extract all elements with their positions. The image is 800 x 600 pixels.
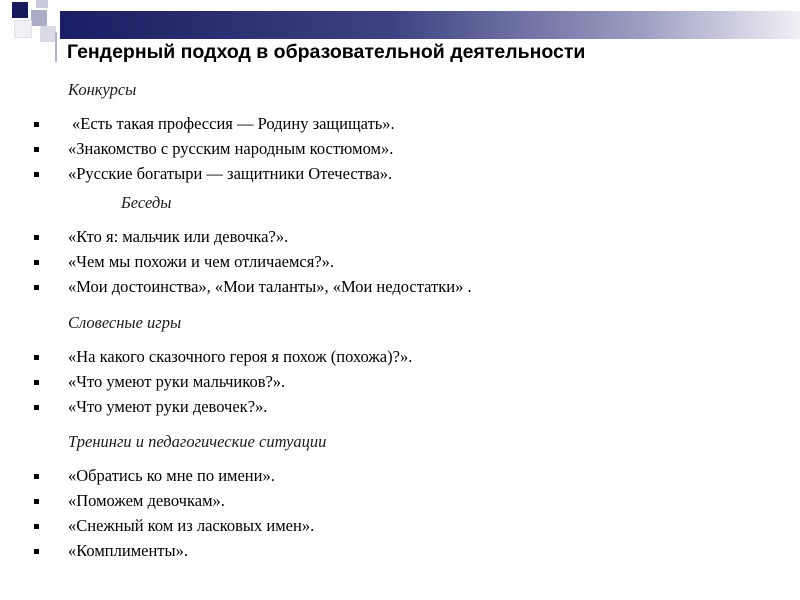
decor-square-dark <box>12 2 28 18</box>
bullet-icon <box>34 499 39 504</box>
section-heading-contests: Конкурсы <box>68 80 137 99</box>
list-item-text: «Что умеют руки мальчиков?». <box>68 372 286 391</box>
section-heading-word-games: Словесные игры <box>68 313 182 332</box>
list-item <box>0 372 800 394</box>
bullet-icon <box>34 260 39 265</box>
header-gradient-bar <box>60 11 800 39</box>
list-item <box>0 139 800 161</box>
bullet-icon <box>34 549 39 554</box>
list-item <box>0 397 800 419</box>
list-item <box>0 541 800 563</box>
list-item <box>0 164 800 186</box>
decor-vertical-line <box>55 32 57 62</box>
list-item-text: «Поможем девочкам». <box>68 491 225 510</box>
bullet-icon <box>34 147 39 152</box>
bullet-icon <box>34 235 39 240</box>
list-item-text: «Мои достоинства», «Мои таланты», «Мои недостатки» . <box>68 277 472 296</box>
section-heading-trainings: Тренинги и педагогические ситуации <box>68 432 327 451</box>
decor-square-pale <box>14 20 32 38</box>
list-item-text: «Кто я: мальчик или девочка?». <box>68 227 289 246</box>
bullet-icon <box>34 405 39 410</box>
bullet-icon <box>34 380 39 385</box>
bullet-icon <box>34 355 39 360</box>
section-heading-conversations: Беседы <box>121 193 172 212</box>
list-item-text: «Есть такая профессия — Родину защищать». <box>72 114 395 133</box>
list-item <box>0 227 800 249</box>
bullet-icon <box>34 122 39 127</box>
list-item-text: «Знакомство с русским народным костюмом». <box>68 139 394 158</box>
decor-square-light <box>40 26 56 42</box>
list-item <box>0 491 800 513</box>
list-item <box>0 466 800 488</box>
bullet-icon <box>34 524 39 529</box>
list-item-text: «На какого сказочного героя я похож (похожа)?». <box>68 347 413 366</box>
list-item-text: «Чем мы похожи и чем отличаемся?». <box>68 252 335 271</box>
slide-title: Гендерный подход в образовательной деятельности <box>67 41 586 63</box>
decor-square-light-top <box>36 0 48 8</box>
decor-square-mid <box>31 10 47 26</box>
list-item <box>0 277 800 299</box>
list-item <box>0 516 800 538</box>
bullet-icon <box>34 285 39 290</box>
list-item-text: «Русские богатыри — защитники Отечества». <box>68 164 393 183</box>
list-item <box>0 252 800 274</box>
list-item-text: «Снежный ком из ласковых имен». <box>68 516 315 535</box>
list-item <box>0 114 800 136</box>
bullet-icon <box>34 474 39 479</box>
list-item-text: «Обратись ко мне по имени». <box>68 466 275 485</box>
list-item-text: «Что умеют руки девочек?». <box>68 397 268 416</box>
list-item <box>0 347 800 369</box>
bullet-icon <box>34 172 39 177</box>
list-item-text: «Комплименты». <box>68 541 188 560</box>
